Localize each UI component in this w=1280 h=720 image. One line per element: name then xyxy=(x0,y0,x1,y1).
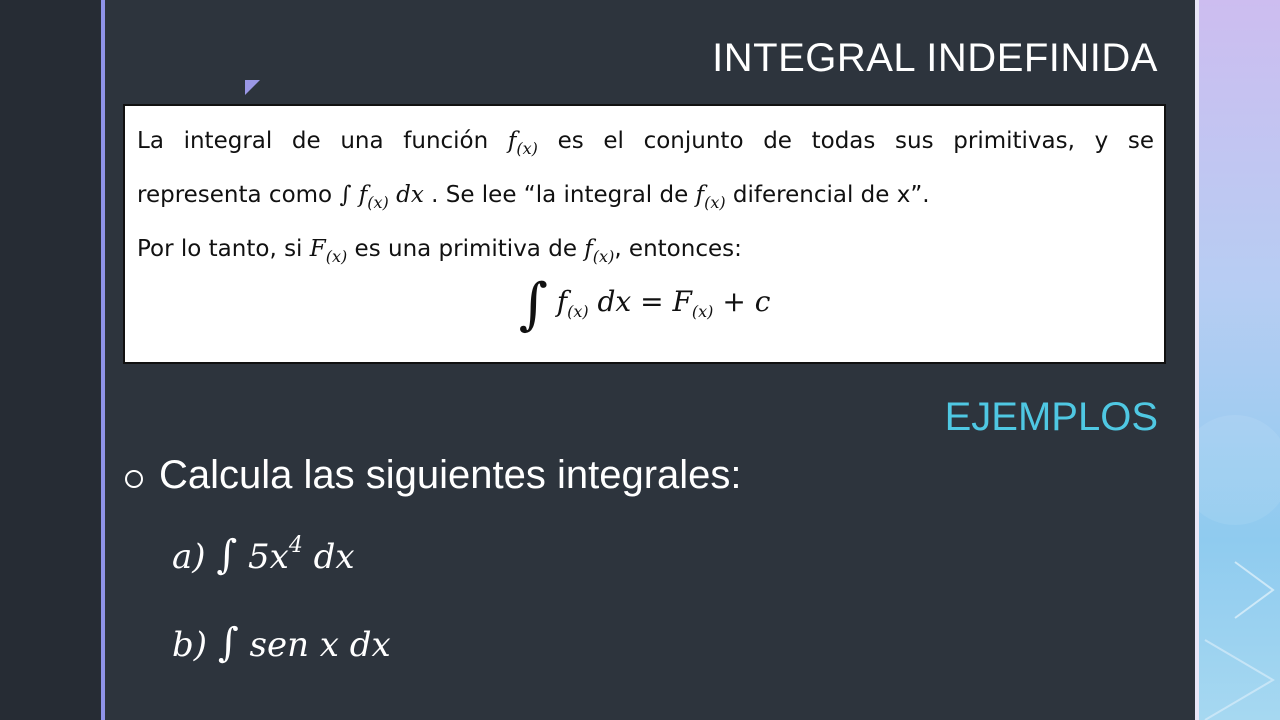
left-dark-strip xyxy=(0,0,101,720)
exercise-item-b: b) ∫ sen x dx xyxy=(172,620,391,666)
definition-line-2: representa como ∫ $f_{(x)}$ dx . Se lee “la integral de $f_{(x)}$ diferencial de x”. xyxy=(137,182,930,212)
definition-box xyxy=(123,104,1166,364)
right-decorative-bar xyxy=(1195,0,1280,720)
chevron-decoration-icon xyxy=(1195,0,1280,720)
exercise-prompt: Calcula las siguientes integrales: xyxy=(159,453,742,497)
exercise-item-a: a) ∫ $5x^4$ dx xyxy=(172,532,355,578)
slide-title: INTEGRAL INDEFINIDA xyxy=(712,36,1158,80)
integral-formula: ∫ $f_{(x)}$ dx = $F_{(x)} + c$ xyxy=(518,272,771,337)
bullet-circle-icon xyxy=(125,470,143,488)
definition-line-3: Por lo tanto, si $F_{(x)}$ es una primitiva de $f_{(x)}$, entonces: xyxy=(137,236,742,266)
definition-line-1: La integral de una función $f_{(x)}$ es el conjunto de todas sus primitivas, y se xyxy=(137,128,1154,158)
corner-triangle-icon xyxy=(245,80,260,95)
examples-heading: EJEMPLOS xyxy=(944,395,1158,439)
